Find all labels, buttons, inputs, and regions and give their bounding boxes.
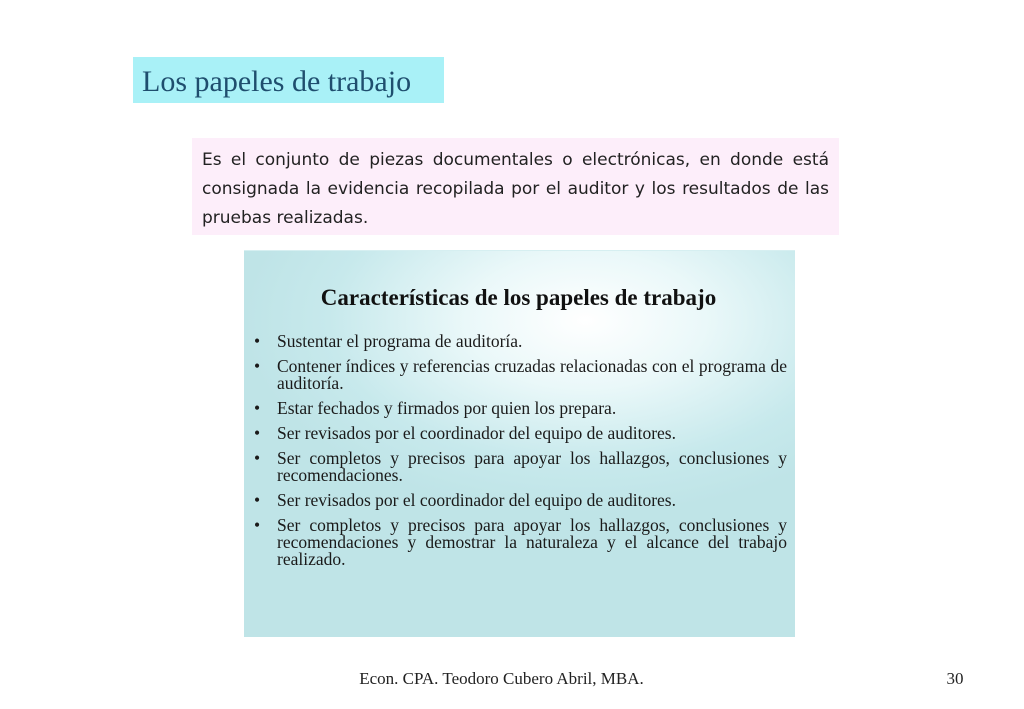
bullet-icon: • bbox=[254, 515, 261, 535]
feature-item bbox=[250, 517, 787, 568]
bullet-icon: • bbox=[254, 356, 261, 376]
bullet-icon: • bbox=[254, 448, 261, 468]
feature-text: Estar fechados y firmados por quien los prepara. bbox=[277, 398, 617, 418]
feature-item bbox=[250, 450, 787, 484]
feature-item bbox=[250, 425, 787, 442]
definition-text: Es el conjunto de piezas documentales o electrónicas, en donde está consignada la evidencia recopilada por el auditor y los resultados de las pruebas realizadas. bbox=[192, 138, 839, 235]
feature-text: Contener índices y referencias cruzadas relacionadas con el programa de auditoría. bbox=[277, 356, 787, 393]
bullet-icon: • bbox=[254, 398, 261, 418]
feature-item bbox=[250, 492, 787, 509]
feature-text: Sustentar el programa de auditoría. bbox=[277, 331, 523, 351]
features-panel bbox=[244, 250, 795, 637]
feature-text: Ser completos y precisos para apoyar los hallazgos, conclusiones y recomendaciones. bbox=[277, 448, 787, 485]
bullet-icon: • bbox=[254, 423, 261, 443]
feature-text: Ser completos y precisos para apoyar los hallazgos, conclusiones y recomendaciones y demostrar la naturaleza y el alcance del trabajo realizado. bbox=[277, 515, 787, 569]
bullet-icon: • bbox=[254, 490, 261, 510]
feature-item bbox=[250, 400, 787, 417]
slide-title: Los papeles de trabajo bbox=[133, 57, 444, 103]
page-number: 30 bbox=[946, 669, 964, 688]
feature-text: Ser revisados por el coordinador del equipo de auditores. bbox=[277, 490, 676, 510]
footer-author: Econ. CPA. Teodoro Cubero Abril, MBA. bbox=[359, 669, 644, 688]
features-title: Características de los papeles de trabajo bbox=[320, 285, 717, 310]
feature-text: Ser revisados por el coordinador del equipo de auditores. bbox=[277, 423, 676, 443]
bullet-icon: • bbox=[254, 331, 261, 351]
feature-item bbox=[250, 358, 787, 392]
feature-item bbox=[250, 333, 787, 350]
features-list bbox=[250, 333, 787, 568]
